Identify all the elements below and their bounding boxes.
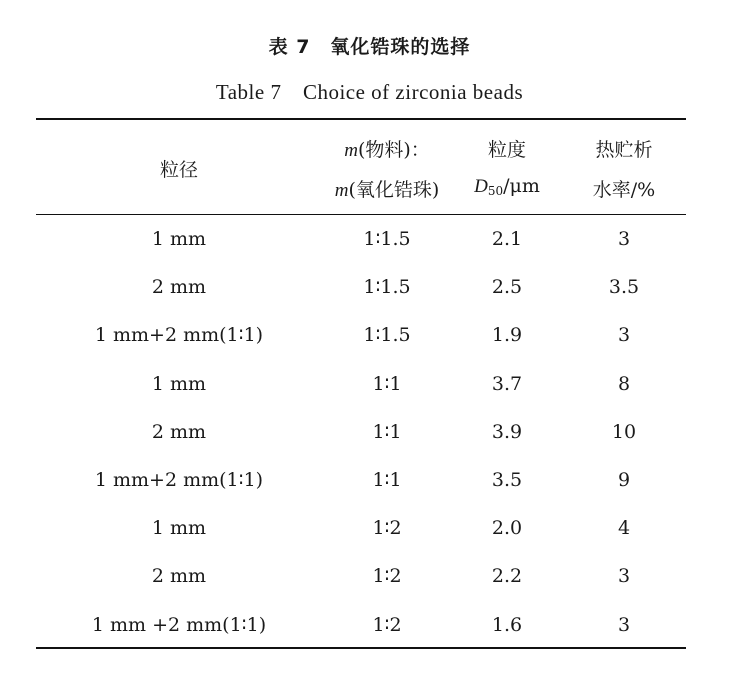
cell-granularity: 2.1 — [491, 228, 523, 250]
cell-particle-size: 2 mm — [151, 421, 207, 443]
cell-particle-size: 1 mm+2 mm(1∶1) — [94, 469, 264, 491]
cell-water-rate: 10 — [611, 421, 637, 443]
cell-water-rate: 3 — [617, 614, 631, 636]
cell-granularity: 1.6 — [491, 614, 523, 636]
cell-granularity: 3.7 — [491, 373, 523, 395]
table-caption-en: Table 7 Choice of zirconia beads — [215, 80, 524, 104]
header-mass-ratio-text2: (氧化锆珠) — [348, 179, 440, 201]
cell-water-rate: 3.5 — [608, 276, 640, 298]
cell-particle-size: 2 mm — [151, 276, 207, 298]
cell-water-rate: 9 — [617, 469, 631, 491]
header-granularity-unit: /μm — [503, 175, 540, 197]
header-granularity-line1: 粒度 — [487, 139, 526, 161]
header-mass-ratio-line2 — [322, 175, 452, 202]
cell-particle-size: 1 mm — [151, 373, 207, 395]
cell-water-rate: 8 — [617, 373, 631, 395]
cell-particle-size: 1 mm — [151, 517, 207, 539]
header-granularity-sub: 50 — [487, 184, 504, 198]
header-mass-ratio-text1: (物料)： — [357, 139, 430, 161]
bottom-rule — [36, 647, 686, 649]
cell-granularity: 3.5 — [491, 469, 523, 491]
cell-particle-size: 1 mm+2 mm(1∶1) — [94, 324, 264, 346]
header-granularity-line2 — [452, 175, 562, 198]
cell-water-rate: 3 — [617, 324, 631, 346]
cell-mass-ratio: 1∶1 — [372, 469, 402, 491]
header-particle-size: 粒径 — [159, 159, 198, 181]
header-mass-ratio-var1: m — [344, 140, 358, 161]
cell-granularity: 2.2 — [491, 565, 523, 587]
cell-mass-ratio: 1∶1.5 — [363, 228, 411, 250]
header-granularity-var: D — [474, 176, 488, 197]
cell-granularity: 2.5 — [491, 276, 523, 298]
cell-mass-ratio: 1∶2 — [372, 517, 402, 539]
header-water-rate-line1: 热贮析 — [595, 139, 653, 161]
cell-mass-ratio: 1∶2 — [372, 614, 402, 636]
cell-mass-ratio: 1∶1 — [372, 421, 402, 443]
cell-mass-ratio: 1∶2 — [372, 565, 402, 587]
header-water-rate-line2: 水率/% — [592, 179, 656, 201]
header-rule — [36, 214, 686, 215]
cell-water-rate: 4 — [617, 517, 631, 539]
header-mass-ratio-var2: m — [334, 180, 349, 201]
cell-mass-ratio: 1∶1.5 — [363, 276, 411, 298]
top-rule — [36, 118, 686, 120]
cell-granularity: 3.9 — [491, 421, 523, 443]
cell-mass-ratio: 1∶1.5 — [363, 324, 411, 346]
table-caption-cn: 表 7 氧化锆珠的选择 — [268, 36, 471, 58]
cell-water-rate: 3 — [617, 565, 631, 587]
cell-particle-size: 2 mm — [151, 565, 207, 587]
cell-granularity: 1.9 — [491, 324, 523, 346]
cell-granularity: 2.0 — [491, 517, 523, 539]
header-mass-ratio-line1 — [322, 135, 452, 162]
cell-particle-size: 1 mm — [151, 228, 207, 250]
cell-mass-ratio: 1∶1 — [372, 373, 402, 395]
cell-water-rate: 3 — [617, 228, 631, 250]
cell-particle-size: 1 mm +2 mm(1∶1) — [91, 614, 267, 636]
